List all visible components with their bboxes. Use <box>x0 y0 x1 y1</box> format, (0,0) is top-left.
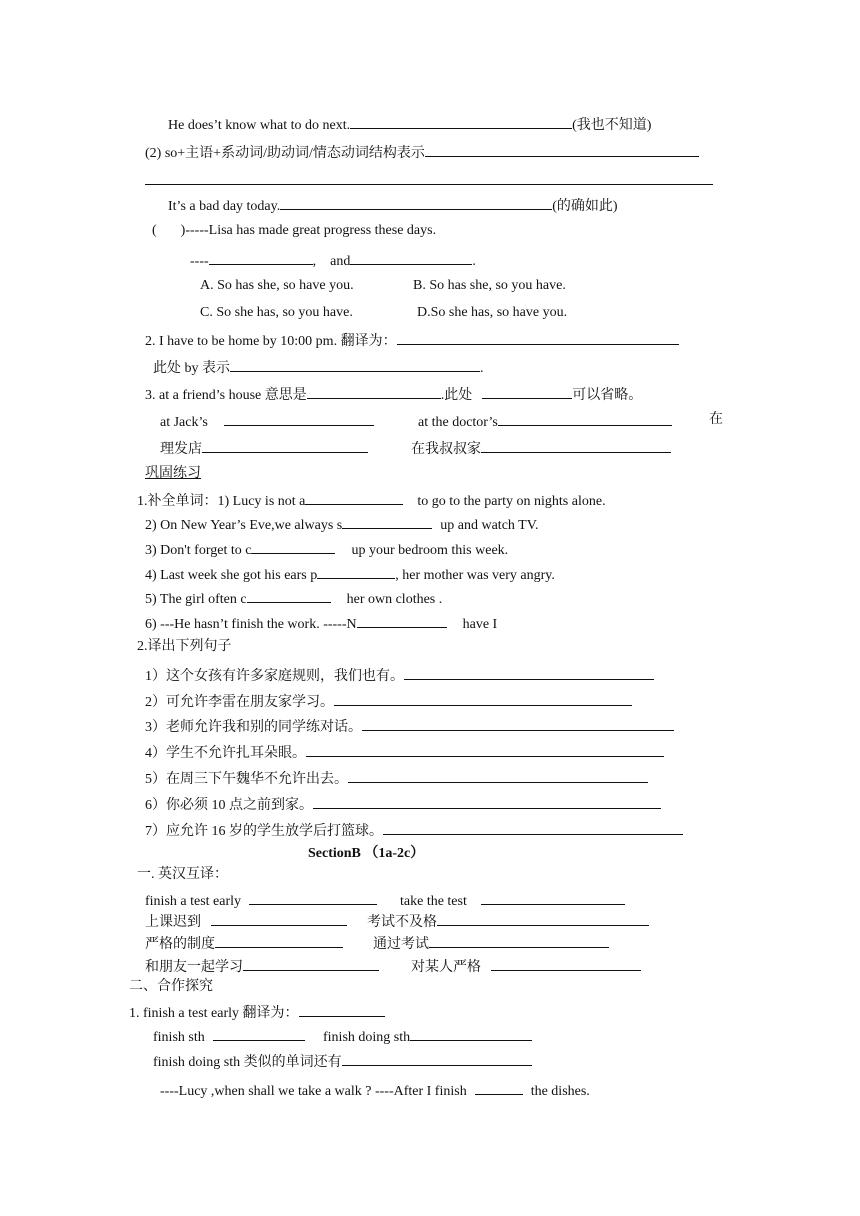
vocab-late-for-class: 上课迟到 <box>145 911 347 932</box>
practice-item-2: 2) On New Year’s Eve,we always s up and watch TV. <box>145 514 539 535</box>
question-2: 2. I have to be home by 10:00 pm. 翻译为： <box>145 330 679 351</box>
practice-item-1: 1.补全单词：1) Lucy is not a to go to the party on nights alone. <box>137 490 606 511</box>
vocab-finish-test-early: finish a test early <box>145 890 377 911</box>
option-c[interactable]: C. So she has, so you have. <box>200 305 353 320</box>
vocab-study-with-friends: 和朋友一起学习 <box>145 956 379 977</box>
answer-blank[interactable] <box>482 384 572 399</box>
section-practice-heading: 巩固练习 <box>145 466 201 481</box>
translate-item-5: 5）在周三下午魏华不允许出去。 <box>145 768 648 789</box>
answer-blank[interactable] <box>475 1080 523 1095</box>
example-sentence-1: He does’t know what to do next. (我也不知道) <box>168 114 651 135</box>
cooperation-heading: 二、合作探究 <box>129 979 213 994</box>
answer-blank[interactable] <box>410 1026 532 1041</box>
answer-blank[interactable] <box>350 250 472 265</box>
rule-so-structure: (2) so+主语+系动词/助动词/情态动词结构表示 <box>145 142 699 163</box>
translate-item-7: 7）应允许 16 岁的学生放学后打篮球。 <box>145 820 683 841</box>
q3-item-zai: 在 <box>709 412 723 427</box>
option-b[interactable]: B. So has she, so you have. <box>413 278 566 293</box>
coop-similar-words: finish doing sth 类似的单词还有 <box>153 1051 532 1072</box>
q3-item-doctors: at the doctor’s <box>418 411 672 432</box>
answer-blank[interactable] <box>404 665 654 680</box>
answer-blank[interactable] <box>357 613 447 628</box>
translate-item-3: 3）老师允许我和别的同学练对话。 <box>145 716 674 737</box>
vocab-strict-with: 对某人严格 <box>411 956 641 977</box>
answer-blank[interactable] <box>211 911 347 926</box>
answer-blank[interactable] <box>145 170 713 185</box>
vocab-pass-test: 通过考试 <box>373 933 609 954</box>
choice-question: ( )-----Lisa has made great progress these days. <box>152 223 437 238</box>
answer-blank[interactable] <box>498 411 672 426</box>
translate-item-4: 4）学生不允许扎耳朵眼。 <box>145 742 664 763</box>
answer-blank[interactable] <box>249 890 377 905</box>
answer-blank[interactable] <box>481 438 671 453</box>
answer-blank[interactable] <box>202 438 368 453</box>
section-b-title: SectionB （1a-2c） <box>308 846 425 861</box>
option-a[interactable]: A. So has she, so have you. <box>200 278 354 293</box>
rule-continuation-line <box>145 170 713 191</box>
answer-blank[interactable] <box>313 794 661 809</box>
translate-item-6: 6）你必须 10 点之前到家。 <box>145 794 661 815</box>
en-cn-heading: 一. 英汉互译： <box>137 867 228 882</box>
practice-item-5: 5) The girl often c her own clothes . <box>145 588 442 609</box>
answer-blank[interactable] <box>350 114 572 129</box>
answer-blank[interactable] <box>429 933 609 948</box>
translate-heading: 2.译出下列句子 <box>137 639 232 654</box>
q3-item-jacks: at Jack’s <box>160 411 374 432</box>
question-3: 3. at a friend’s house 意思是 .此处 可以省略。 <box>145 384 642 405</box>
answer-blank[interactable] <box>215 933 343 948</box>
answer-blank[interactable] <box>305 490 403 505</box>
answer-blank[interactable] <box>334 691 632 706</box>
answer-blank[interactable] <box>491 956 641 971</box>
vocab-fail-test: 考试不及格 <box>367 911 649 932</box>
answer-blank[interactable] <box>342 1051 532 1066</box>
option-d[interactable]: D.So she has, so have you. <box>417 305 568 320</box>
q3-item-barber: 理发店 <box>160 438 368 459</box>
answer-blank[interactable] <box>317 564 395 579</box>
answer-blank[interactable] <box>230 357 480 372</box>
answer-blank[interactable] <box>247 588 331 603</box>
answer-blank[interactable] <box>437 911 649 926</box>
practice-item-3: 3) Don't forget to c up your bedroom this week. <box>145 539 508 560</box>
question-2-by: 此处 by 表示 . <box>153 357 484 378</box>
answer-blank[interactable] <box>280 195 552 210</box>
answer-blank[interactable] <box>213 1026 305 1041</box>
coop-finish-sth: finish sth <box>153 1026 305 1047</box>
translate-item-2: 2）可允许李雷在朋友家学习。 <box>145 691 632 712</box>
answer-blank[interactable] <box>397 330 679 345</box>
vocab-take-the-test: take the test <box>400 890 625 911</box>
answer-blank[interactable] <box>307 384 441 399</box>
answer-blank[interactable] <box>383 820 683 835</box>
answer-blank[interactable] <box>299 1002 385 1017</box>
coop-item-1: 1. finish a test early 翻译为： <box>129 1002 385 1023</box>
translate-item-1: 1）这个女孩有许多家庭规则，我们也有。 <box>145 665 654 686</box>
answer-blank[interactable] <box>243 956 379 971</box>
practice-item-4: 4) Last week she got his ears p , her mother was very angry. <box>145 564 555 585</box>
answer-blank[interactable] <box>251 539 335 554</box>
choice-answer-line: ---- , and . <box>190 250 476 271</box>
answer-blank[interactable] <box>209 250 313 265</box>
answer-blank[interactable] <box>224 411 374 426</box>
answer-blank[interactable] <box>481 890 625 905</box>
coop-dialogue: ----Lucy ,when shall we take a walk ? ----After I finish the dishes. <box>160 1080 590 1101</box>
practice-item-6: 6) ---He hasn’t finish the work. -----N have I <box>145 613 497 634</box>
coop-finish-doing-sth: finish doing sth <box>323 1026 532 1047</box>
answer-blank[interactable] <box>425 142 699 157</box>
q3-item-uncle: 在我叔叔家 <box>411 438 671 459</box>
answer-blank[interactable] <box>306 742 664 757</box>
example-sentence-2: It’s a bad day today. (的确如此) <box>168 195 618 216</box>
vocab-strict-rules: 严格的制度 <box>145 933 343 954</box>
answer-blank[interactable] <box>348 768 648 783</box>
answer-blank[interactable] <box>342 514 432 529</box>
answer-blank[interactable] <box>362 716 674 731</box>
